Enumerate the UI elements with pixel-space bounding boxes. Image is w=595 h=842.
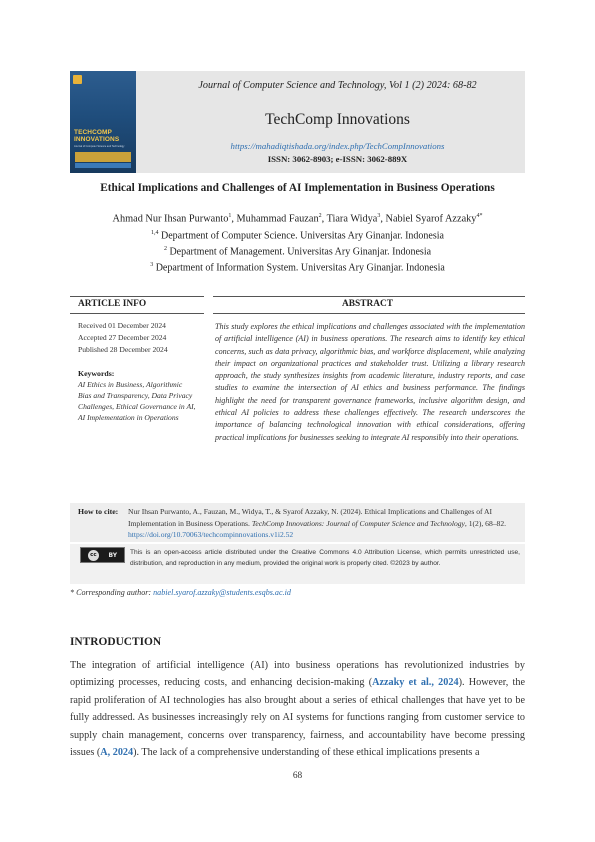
- affiliation: $^{1,4}$ Department of Computer Science. Universitas Ary Ginanjar. Indonesia: [151, 230, 444, 242]
- journal-citation-line: Journal of Computer Science and Technology, Vol 1 (2) 2024: 68-82: [198, 80, 477, 91]
- abstract-top-rule: [213, 296, 525, 297]
- cc-icon: cc: [88, 550, 99, 561]
- by-icon: BY: [108, 551, 118, 559]
- reference-link[interactable]: A, 2024: [100, 747, 134, 759]
- received-date: Received 01 December 2024: [78, 321, 166, 330]
- reference-link[interactable]: Azzaky et al., 2024: [372, 677, 459, 689]
- accepted-date: Accepted 27 December 2024: [78, 333, 167, 342]
- cover-logo-icon: [73, 75, 82, 84]
- keywords-list: AI Ethics in Business, Algorithmic Bias and Transparency, Data Privacy Challenges, Ethical Governance in AI, AI Implementation in Operations: [78, 380, 196, 423]
- author-name: Muhammad Fauzan: [236, 213, 319, 225]
- journal-url-link[interactable]: https://mahadiqtishada.org/index.php/TechCompInnovations: [230, 141, 445, 151]
- journal-name: TechComp Innovations: [265, 111, 410, 128]
- affiliation: $^3$ Department of Information System. Universitas Ary Ginanjar. Indonesia: [150, 262, 445, 274]
- article-info-heading: ARTICLE INFO: [78, 299, 147, 309]
- published-date: Published 28 December 2024: [78, 345, 168, 354]
- article-info-top-rule: [70, 296, 204, 297]
- keywords-label: Keywords:: [78, 369, 115, 378]
- introduction-paragraph: The integration of artificial intelligence (AI) into business operations has revolutionized industries by optimizing processes, reducing costs, and enhancing decision-making (Azzaky et al., 2024). However, the rapid proliferation of AI technologies has also brought about a series of ethical challenges that have yet to be fully addressed. As businesses increasingly rely on AI systems for functions ranging from customer service to supply chain management, concerns over transparency, fairness, and accountability have become pressing issues (A, 2024). The lack of a comprehensive understanding of these ethical implications presents a: [70, 660, 525, 759]
- how-to-cite-box: [70, 503, 525, 542]
- article-title: Ethical Implications and Challenges of AI Implementation in Business Operations: [100, 182, 495, 194]
- cover-subtitle: Journal of Computer Science and Technology: [74, 145, 125, 148]
- doi-link[interactable]: https://doi.org/10.70063/techcompinnovations.v1i2.52: [128, 530, 294, 539]
- how-to-cite-label: How to cite:: [78, 507, 119, 516]
- journal-cover-image: [70, 71, 136, 173]
- author-name: Tiara Widya: [326, 213, 378, 225]
- license-text: This is an open-access article distributed under the Creative Commons 4.0 Attribution License, which permits unrestricted use, distribution, and reproduction in any medium, provided the original work is properly cited. ©2023 by author.: [130, 549, 520, 568]
- page-number: 68: [292, 771, 303, 781]
- cover-band-bottom: [75, 163, 131, 168]
- journal-header: [70, 71, 525, 173]
- article-info-bottom-rule: [70, 313, 204, 314]
- author-name: Ahmad Nur Ihsan Purwanto: [112, 213, 229, 225]
- introduction-heading: INTRODUCTION: [70, 636, 162, 648]
- abstract-bottom-rule: [213, 313, 525, 314]
- abstract-text: This study explores the ethical implications and challenges associated with the implementation of artificial intelligence (AI) in business operations. The research aims to identify key ethical concerns, such as data privacy, algorithmic bias, and workforce displacement, while analyzing their impact on organizational practices and stakeholder trust. Utilizing a library research approach, the study synthesizes insights from academic literature, industry reports, and case studies to examine the intersection of AI ethics and business performance. The findings highlight the need for transparent governance frameworks, inclusive algorithm design, and ethical AI policies to address these challenges effectively. The research underscores the importance of balancing technological innovation with ethical considerations, offering practical implications for businesses seeking to integrate AI responsibly into their operations.: [215, 322, 525, 442]
- author-name: Nabiel Syarof Azzaky: [385, 213, 477, 225]
- cover-title: TECHCOMP INNOVATIONS: [74, 129, 120, 143]
- author-list: Ahmad Nur Ihsan Purwanto$^1$, Muhammad Fauzan$^2$, Tiara Widya$^3$, Nabiel Syarof Azzaky$^{4*}$: [112, 213, 483, 225]
- corresponding-email-link[interactable]: nabiel.syarof.azzaky@students.esqbs.ac.id: [153, 588, 291, 597]
- license-box: [70, 544, 525, 584]
- how-to-cite-text: Nur Ihsan Purwanto, A., Fauzan, M., Widya, T., & Syarof Azzaky, N. (2024). Ethical Implications and Challenges of AI Implementation in Business Operations. TechComp Innovations: Journal of Computer Science and Technology, 1(2), 68–82. https://doi.org/10.70063/techcompinnovations.v1i2.52: [128, 507, 507, 539]
- journal-issn: ISSN: 3062-8903; e-ISSN: 3062-889X: [267, 154, 408, 164]
- cc-by-license-icon[interactable]: [80, 547, 125, 563]
- cover-band: [75, 152, 131, 162]
- corresponding-author: * Corresponding author: nabiel.syarof.azzaky@students.esqbs.ac.id: [70, 588, 291, 597]
- affiliation: $^2$ Department of Management. Universitas Ary Ginanjar. Indonesia: [163, 246, 432, 258]
- abstract-heading: ABSTRACT: [342, 299, 394, 309]
